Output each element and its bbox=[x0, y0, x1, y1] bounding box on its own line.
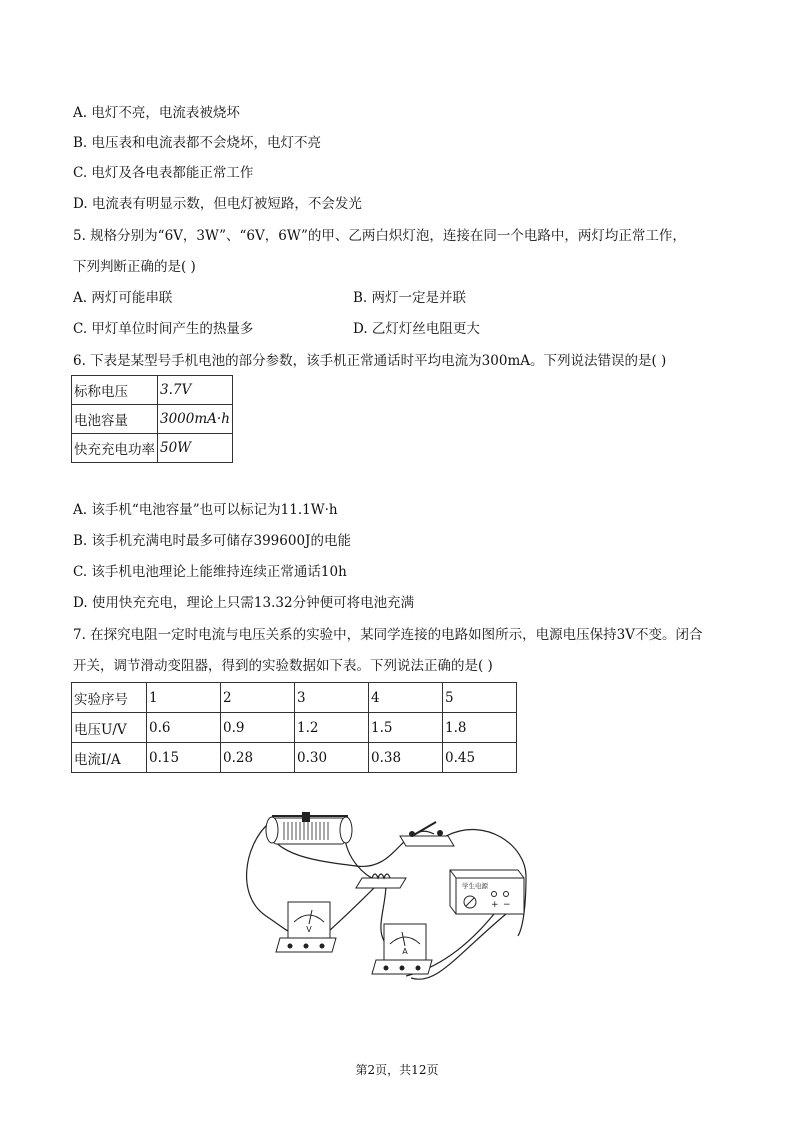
table-cell: 3.7V bbox=[158, 376, 233, 405]
fixed-resistor bbox=[356, 874, 406, 888]
table-cell: 1.8 bbox=[443, 713, 517, 743]
circuit-diagram bbox=[236, 806, 536, 1006]
q4-option-b: B. 电压表和电流表都不会烧坏，电灯不亮 bbox=[73, 135, 322, 151]
table-cell: 标称电压 bbox=[72, 376, 158, 405]
table-cell: 1.5 bbox=[369, 713, 443, 743]
table-cell: 2 bbox=[221, 683, 295, 713]
q4-option-a: A. 电灯不亮，电流表被烧坏 bbox=[73, 105, 240, 121]
table-cell: 3 bbox=[295, 683, 369, 713]
table-cell: 0.38 bbox=[369, 743, 443, 773]
q5-option-a: A. 两灯可能串联 bbox=[73, 290, 173, 306]
table-row bbox=[72, 376, 233, 405]
table-cell: 快充充电功率 bbox=[72, 434, 158, 463]
q5-option-b: B. 两灯一定是并联 bbox=[353, 290, 467, 306]
q6-option-b: B. 该手机充满电时最多可储存399600J的电能 bbox=[73, 533, 351, 549]
q6-option-c: C. 该手机电池理论上能维持连续正常通话10h bbox=[73, 564, 347, 580]
table-cell: 0.30 bbox=[295, 743, 369, 773]
ammeter-label: A bbox=[402, 947, 408, 956]
table-cell: 4 bbox=[369, 683, 443, 713]
voltmeter-label: V bbox=[306, 925, 312, 934]
plus-terminal: + bbox=[491, 900, 499, 910]
table-cell: 0.28 bbox=[221, 743, 295, 773]
power-supply bbox=[450, 870, 524, 914]
q4-option-d: D. 电流表有明显示数，但电灯被短路，不会发光 bbox=[73, 196, 362, 212]
q6-stem: 6. 下表是某型号手机电池的部分参数，该手机正常通话时平均电流为300mA。下列说法错误的是( ) bbox=[73, 353, 667, 369]
table-cell: 实验序号 bbox=[72, 683, 147, 713]
table-row bbox=[72, 434, 233, 463]
q5-stem-line1: 5. 规格分别为“6V，3W”、“6V，6W”的甲、乙两白炽灯泡，连接在同一个电路中，两灯均正常工作， bbox=[73, 228, 686, 244]
q7-data-table bbox=[71, 682, 517, 773]
table-cell: 5 bbox=[443, 683, 517, 713]
table-cell: 电压U/V bbox=[72, 713, 147, 743]
q7-stem-line1: 7. 在探究电阻一定时电流与电压关系的实验中，某同学连接的电路如图所示，电源电压保持3V不变。闭合 bbox=[73, 627, 703, 643]
table-cell: 0.9 bbox=[221, 713, 295, 743]
voltmeter bbox=[276, 902, 336, 952]
table-cell: 0.15 bbox=[147, 743, 221, 773]
table-cell: 0.6 bbox=[147, 713, 221, 743]
q7-stem-line2: 开关，调节滑动变阻器，得到的实验数据如下表。下列说法正确的是( ) bbox=[73, 658, 493, 674]
q6-option-a: A. 该手机“电池容量”也可以标记为11.1W·h bbox=[73, 502, 338, 518]
q6-option-d: D. 使用快充充电，理论上只需13.32分钟便可将电池充满 bbox=[73, 595, 415, 611]
table-row bbox=[72, 405, 233, 434]
minus-terminal: − bbox=[503, 900, 511, 910]
page-footer: 第2页，共12页 bbox=[355, 1063, 439, 1077]
q6-battery-table bbox=[71, 375, 233, 463]
table-cell: 1 bbox=[147, 683, 221, 713]
table-cell: 50W bbox=[158, 434, 233, 463]
table-row bbox=[72, 743, 517, 773]
q5-option-c: C. 甲灯单位时间产生的热量多 bbox=[73, 321, 254, 337]
table-cell: 电流I/A bbox=[72, 743, 147, 773]
table-cell: 3000mA·h bbox=[158, 405, 233, 434]
table-row bbox=[72, 713, 517, 743]
q4-option-c: C. 电灯及各电表都能正常工作 bbox=[73, 165, 254, 181]
table-cell: 1.2 bbox=[295, 713, 369, 743]
switch bbox=[400, 822, 454, 846]
table-cell: 0.45 bbox=[443, 743, 517, 773]
power-supply-label: 学生电源 bbox=[462, 882, 488, 890]
q5-stem-line2: 下列判断正确的是( ) bbox=[73, 259, 196, 275]
table-cell: 电池容量 bbox=[72, 405, 158, 434]
rheostat bbox=[266, 812, 352, 844]
table-row bbox=[72, 683, 517, 713]
q5-option-d: D. 乙灯灯丝电阻更大 bbox=[353, 321, 480, 337]
